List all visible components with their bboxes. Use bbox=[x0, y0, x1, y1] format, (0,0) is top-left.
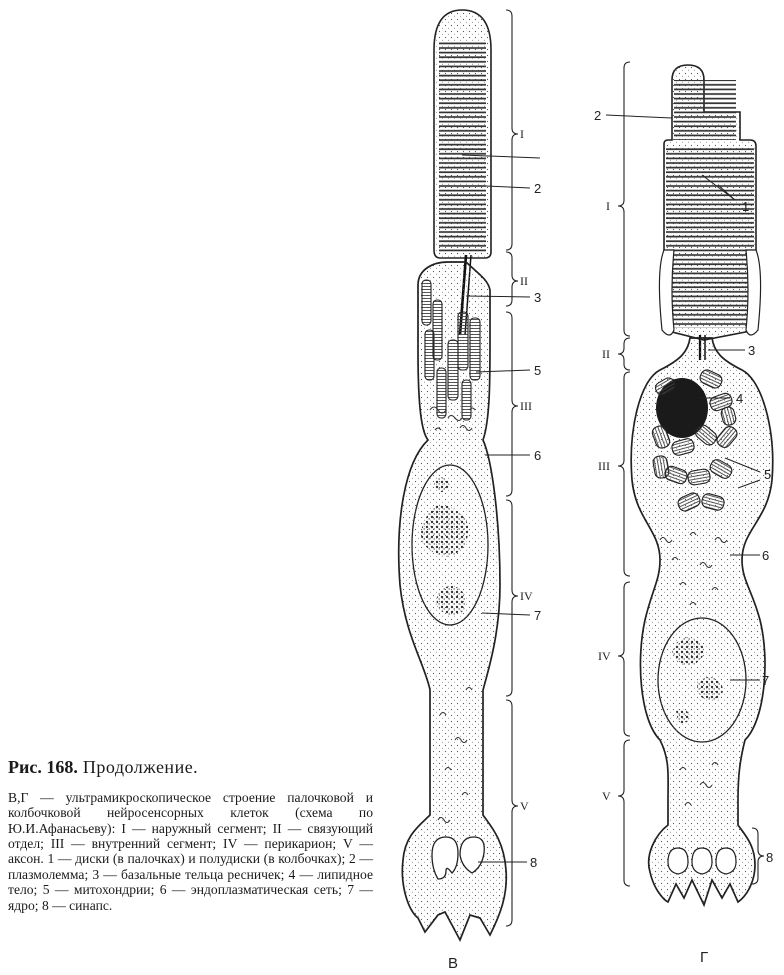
cone-discs bbox=[666, 148, 754, 328]
rod-discs bbox=[439, 40, 486, 254]
cone-panel-letter: Г bbox=[700, 949, 709, 966]
cone-cell-panel bbox=[594, 62, 773, 966]
caption-body: В,Г — ультрамикроскопическое строение палочковой и колбочковой нейросенсорных клеток (схема по Ю.И.Афанасьеву): I — наружный сегмент; II — связующий отдел; III — внутренний сегмент; IV — перикарион; V — аксон. 1 — диски (в палочках) и полудиски (в колбочках); 2 — плазмолемма; 3 — базальные тельца ресничек; 4 — липидное тело; 5 — митохондрии; 6 — эндоплазматическая сеть; 7 — ядро; 8 — синапс. bbox=[8, 790, 373, 913]
rod-section-IV: IV bbox=[520, 589, 533, 603]
cone-section-I: I bbox=[606, 199, 610, 213]
cone-label-7: 7 bbox=[762, 673, 770, 688]
rod-label-5: 5 bbox=[534, 363, 542, 378]
caption-title bbox=[8, 757, 373, 778]
rod-label-6: 6 bbox=[534, 448, 542, 463]
cone-label-1: 1 bbox=[742, 199, 750, 214]
rod-section-II: II bbox=[520, 274, 528, 288]
cone-synapse bbox=[668, 848, 688, 874]
cone-label-3: 3 bbox=[748, 343, 756, 358]
rod-section-III: III bbox=[520, 399, 532, 413]
cone-section-V: V bbox=[602, 789, 611, 803]
rod-label-2: 2 bbox=[534, 181, 542, 196]
rod-label-8: 8 bbox=[530, 855, 538, 870]
cone-section-II: II bbox=[602, 347, 610, 361]
figure-title: Продолжение. bbox=[82, 757, 199, 777]
cone-label-5: 5 bbox=[764, 467, 772, 482]
cone-label-8: 8 bbox=[766, 850, 774, 865]
rod-label-3: 3 bbox=[534, 290, 542, 305]
rod-bracket bbox=[506, 10, 518, 926]
cone-section-IV: IV bbox=[598, 649, 611, 663]
cone-label-6: 6 bbox=[762, 548, 770, 563]
cone-label-2: 2 bbox=[594, 108, 602, 123]
cone-bracket bbox=[618, 62, 630, 886]
figure-number: Рис. 168. bbox=[8, 757, 78, 777]
rod-cell-panel bbox=[399, 10, 541, 972]
rod-section-V: V bbox=[520, 799, 529, 813]
cone-label-4: 4 bbox=[736, 391, 744, 406]
rod-section-I: I bbox=[520, 127, 524, 141]
rod-panel-letter: В bbox=[448, 955, 459, 972]
cone-discs-top bbox=[674, 80, 736, 140]
rod-label-7: 7 bbox=[534, 608, 542, 623]
cone-section-III: III bbox=[598, 459, 610, 473]
figure-caption bbox=[8, 757, 373, 913]
